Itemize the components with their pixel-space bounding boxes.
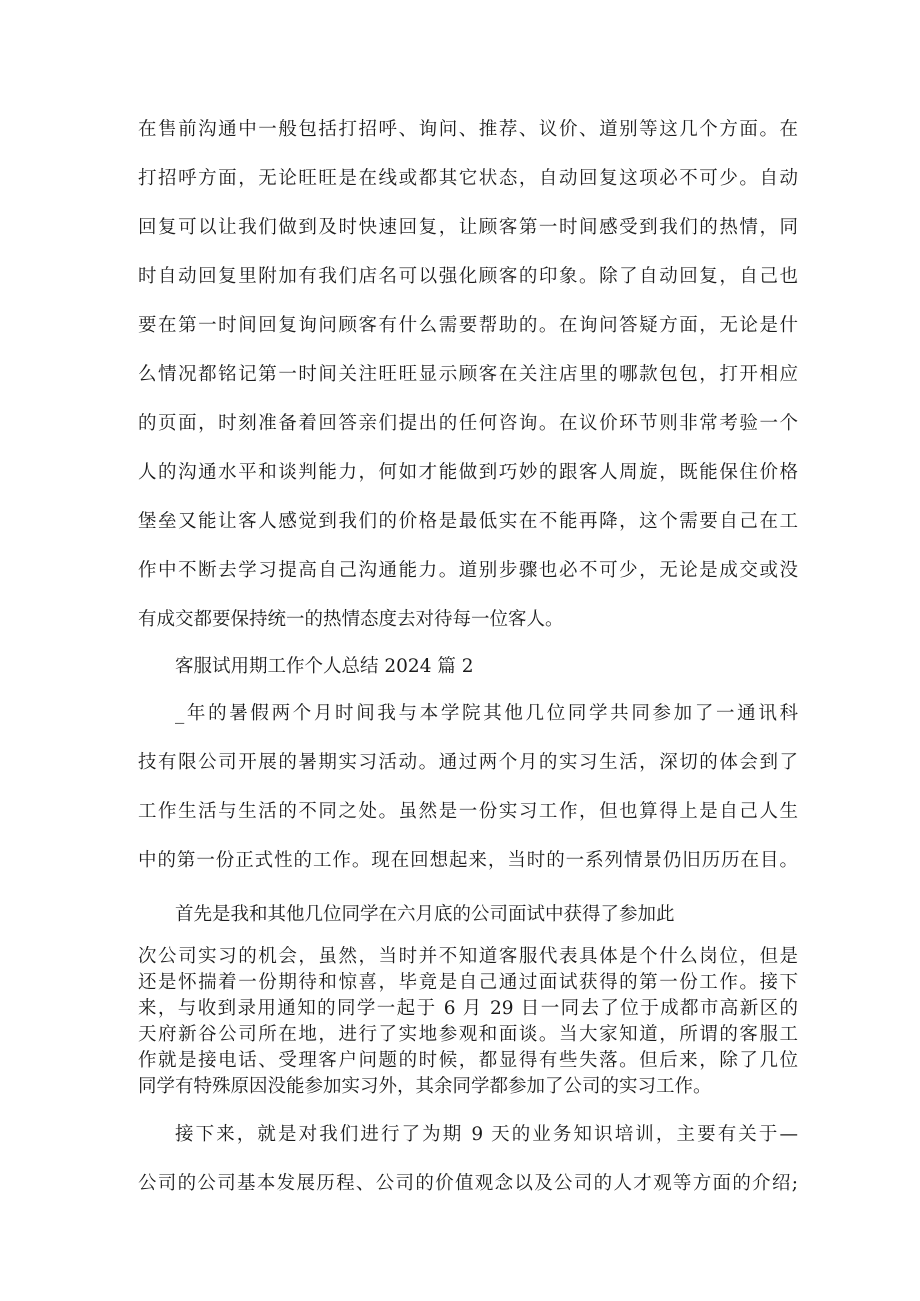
paragraph-line: 来，与收到录用通知的同学一起于 6 月 29 日一同去了位于成都市高新区的 (138, 998, 798, 1019)
paragraph-line: 在售前沟通中一般包括打招呼、询问、推荐、议价、道别等这几个方面。在 (138, 119, 798, 140)
paragraph-line: 人的沟通水平和谈判能力，何如才能做到巧妙的跟客人周旋，既能保住价格 (138, 462, 798, 483)
paragraph-line: 接下来，就是对我们进行了为期 9 天的业务知识培训，主要有关于— (175, 1124, 798, 1145)
paragraph-line: 天府新谷公司所在地，进行了实地参观和面谈。当大家知道，所谓的客服工 (138, 1024, 798, 1045)
paragraph-line: 时自动回复里附加有我们店名可以强化顾客的印象。除了自动回复，自己也 (138, 266, 798, 287)
paragraph-line: _年的暑假两个月时间我与本学院其他几位同学共同参加了一通讯科 (175, 703, 798, 724)
paragraph-line: 堡垒又能让客人感觉到我们的价格是最低实在不能再降，这个需要自己在工 (138, 511, 798, 532)
paragraph-line: 技有限公司开展的暑期实习活动。通过两个月的实习生活，深切的体会到了 (138, 752, 798, 773)
paragraph-line: 打招呼方面，无论旺旺是在线或都其它状态，自动回复这项必不可少。自动 (138, 168, 798, 189)
paragraph-line: 要在第一时间回复询问顾客有什么需要帮助的。在询问答疑方面，无论是什 (138, 315, 798, 336)
paragraph-line: 作就是接电话、受理客户问题的时候，都显得有些失落。但后来，除了几位 (138, 1050, 798, 1071)
paragraph-line: 的页面，时刻准备着回答亲们提出的任何咨询。在议价环节则非常考验一个 (138, 413, 798, 434)
paragraph-line: 作中不断去学习提高自己沟通能力。道别步骤也必不可少，无论是成交或没 (138, 560, 798, 581)
paragraph-line: 回复可以让我们做到及时快速回复，让顾客第一时间感受到我们的热情，同 (138, 217, 798, 238)
paragraph-line: 首先是我和其他几位同学在六月底的公司面试中获得了参加此 (175, 904, 675, 925)
paragraph-line: 有成交都要保持统一的热情态度去对待每一位客人。 (138, 609, 564, 630)
paragraph-line: 工作生活与生活的不同之处。虽然是一份实习工作，但也算得上是自己人生 (138, 801, 798, 822)
paragraph-line: 中的第一份正式性的工作。现在回想起来，当时的一系列情景仍旧历历在目。 (138, 850, 798, 871)
paragraph-line: 公司的公司基本发展历程、公司的价值观念以及公司的人才观等方面的介绍; (138, 1173, 798, 1194)
section-heading: 客服试用期工作个人总结 2024 篇 2 (175, 656, 474, 677)
paragraph-line: 么情况都铭记第一时间关注旺旺显示顾客在关注店里的哪款包包，打开相应 (138, 364, 798, 385)
paragraph-line: 次公司实习的机会，虽然，当时并不知道客服代表具体是个什么岗位，但是 (138, 946, 798, 967)
paragraph-line: 同学有特殊原因没能参加实习外，其余同学都参加了公司的实习工作。 (138, 1076, 712, 1097)
paragraph-line: 还是怀揣着一份期待和惊喜，毕竟是自己通过面试获得的第一份工作。接下 (138, 972, 798, 993)
